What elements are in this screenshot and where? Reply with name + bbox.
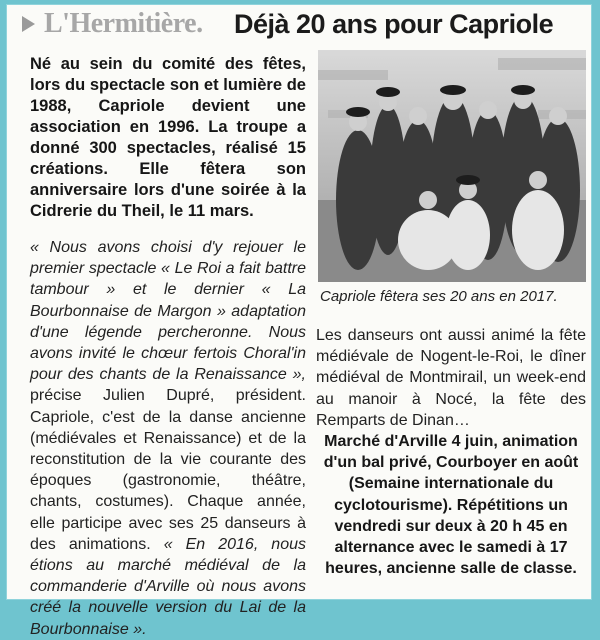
group-photo xyxy=(318,50,586,282)
body-column-right xyxy=(316,325,586,579)
body-text-first: précise Julien Dupré, président. Capriole, c'est de la danse ancienne (médiévales et Renaissance) et de la reconstitution de la vie courante des époques (gastronomie, théâtre, chants, costumes). Chaque année, elle participe avec ses 25 danseurs à des animations. xyxy=(30,387,306,553)
group-photo-image xyxy=(318,50,586,282)
headline xyxy=(6,6,592,42)
agenda-paragraph: Marché d'Arville 4 juin, animation d'un bal privé, Courboyer en août (Semaine internationale du cyclotourisme). Répétitions un vendredi sur deux à 20 h 45 en alternance avec le samedi à 17 heures, ancienne salle de classe. xyxy=(323,433,579,578)
headline-title: Déjà 20 ans pour Capriole xyxy=(234,9,554,39)
body-column-left xyxy=(30,237,306,640)
photo-caption: Capriole fêtera ses 20 ans en 2017. xyxy=(320,288,558,305)
newspaper-clipping xyxy=(6,4,592,638)
body-text-second: Les danseurs ont aussi animé la fête médiévale de Nogent-le-Roi, le dîner médiéval de Montmirail, un week-end au manoir à Nocé, la fête des Remparts de Dinan… xyxy=(316,327,586,429)
arrow-icon xyxy=(22,16,35,32)
quote-second: « En 2016, nous étions au marché médiéval de la commanderie d'Arville où nous avons créé la nouvelle version du Lai de la Bourbonnaise ». xyxy=(30,535,307,638)
lead-paragraph: Né au sein du comité des fêtes, lors du spectacle son et lumière de 1988, Capriole devient une association en 1996. La troupe a donné 300 spectacles, réalisé 15 créations. Elle fêtera son anniversaire lors d'une soirée à la Cidrerie du Theil, le 11 mars. xyxy=(30,55,306,220)
headline-kicker: L'Hermitière. xyxy=(44,8,203,39)
quote-first: « Nous avons choisi d'y rejouer le premier spectacle « Le Roi a fait battre tambour » et le dernier « La Bourbonnaise de Margon » adaptation d'une légende percheronne. Nous avons invité le chœur fertois Choral'in pour des chants de la Renaissance », xyxy=(30,239,306,384)
